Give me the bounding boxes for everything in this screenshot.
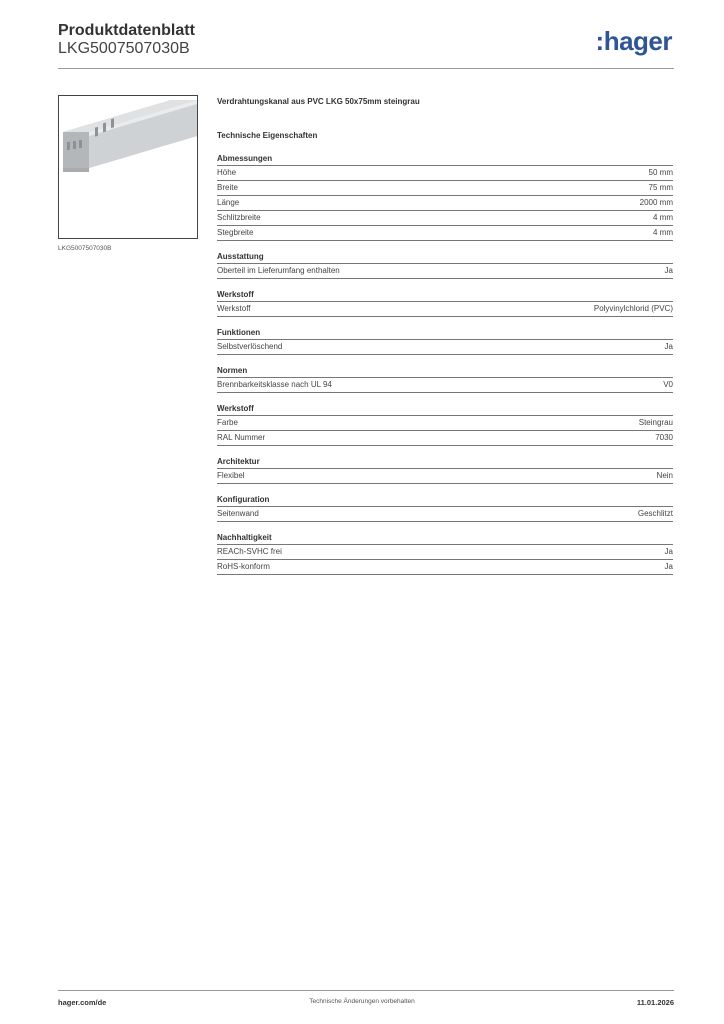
document-title: Produktdatenblatt	[58, 22, 195, 39]
spec-row	[217, 264, 673, 279]
spec-label: Werkstoff	[217, 304, 251, 313]
group-title: Konfiguration	[217, 494, 673, 507]
spec-label: Stegbreite	[217, 228, 254, 237]
spec-group	[217, 251, 673, 279]
spec-value: Nein	[656, 471, 673, 480]
spec-label: Selbstverlöschend	[217, 342, 283, 351]
spec-value: 4 mm	[653, 228, 673, 237]
spec-label: Seitenwand	[217, 509, 259, 518]
product-name: Verdrahtungskanal aus PVC LKG 50x75mm steingrau	[217, 97, 420, 106]
section-title: Technische Eigenschaften	[217, 131, 318, 140]
product-image	[58, 95, 198, 239]
image-caption: LKG5007507030B	[58, 245, 112, 252]
spec-row	[217, 302, 673, 317]
footer-disclaimer: Technische Änderungen vorbehalten	[309, 998, 415, 1005]
spec-group	[217, 365, 673, 393]
spec-value: Ja	[664, 547, 673, 556]
document-header	[58, 22, 674, 68]
spec-value: 4 mm	[653, 213, 673, 222]
spec-group	[217, 153, 673, 241]
spec-row	[217, 378, 673, 393]
cable-duct-photo	[59, 96, 197, 238]
spec-row	[217, 469, 673, 484]
spec-label: Länge	[217, 198, 240, 207]
spec-value: Ja	[664, 562, 673, 571]
spec-label: REACh-SVHC frei	[217, 547, 282, 556]
spec-label: Schlitzbreite	[217, 213, 261, 222]
spec-label: Brennbarkeitsklasse nach UL 94	[217, 380, 332, 389]
group-title: Ausstattung	[217, 251, 673, 264]
spec-row	[217, 560, 673, 575]
group-title: Abmessungen	[217, 153, 673, 166]
group-title: Funktionen	[217, 327, 673, 340]
spec-value: Steingrau	[638, 418, 673, 427]
spec-label: Höhe	[217, 168, 237, 177]
spec-groups	[217, 153, 673, 575]
spec-row	[217, 431, 673, 446]
spec-row	[217, 226, 673, 241]
spec-content	[217, 95, 673, 575]
spec-group	[217, 289, 673, 317]
spec-group	[217, 494, 673, 522]
group-title: Normen	[217, 365, 673, 378]
spec-label: Breite	[217, 183, 238, 192]
spec-label: RoHS-konform	[217, 562, 270, 571]
spec-group	[217, 403, 673, 446]
spec-label: Oberteil im Lieferumfang enthalten	[217, 266, 340, 275]
spec-row	[217, 340, 673, 355]
spec-label: Flexibel	[217, 471, 245, 480]
hager-logo[interactable]: :hager	[595, 26, 672, 56]
footer-website[interactable]: hager.com/de	[58, 998, 107, 1007]
spec-value: 50 mm	[648, 168, 673, 177]
spec-value: Geschlitzt	[637, 509, 673, 518]
spec-label: Farbe	[217, 418, 238, 427]
spec-label: RAL Nummer	[217, 433, 266, 442]
spec-group	[217, 456, 673, 484]
footer-divider	[58, 990, 674, 991]
spec-value: 7030	[655, 433, 673, 442]
group-title: Nachhaltigkeit	[217, 532, 673, 545]
spec-value: Ja	[664, 266, 673, 275]
spec-value: Polyvinylchlorid (PVC)	[593, 304, 673, 313]
spec-value: Ja	[664, 342, 673, 351]
spec-group	[217, 327, 673, 355]
spec-row	[217, 166, 673, 181]
footer-date: 11.01.2026	[636, 998, 674, 1007]
spec-row	[217, 181, 673, 196]
header-divider	[58, 68, 674, 69]
spec-row	[217, 545, 673, 560]
article-number: LKG5007507030B	[58, 40, 190, 57]
group-title: Werkstoff	[217, 403, 673, 416]
spec-row	[217, 507, 673, 522]
spec-row	[217, 196, 673, 211]
spec-value: 2000 mm	[639, 198, 673, 207]
spec-value: V0	[663, 380, 673, 389]
spec-row	[217, 211, 673, 226]
group-title: Werkstoff	[217, 289, 673, 302]
spec-value: 75 mm	[648, 183, 673, 192]
group-title: Architektur	[217, 456, 673, 469]
spec-group	[217, 532, 673, 575]
spec-row	[217, 416, 673, 431]
